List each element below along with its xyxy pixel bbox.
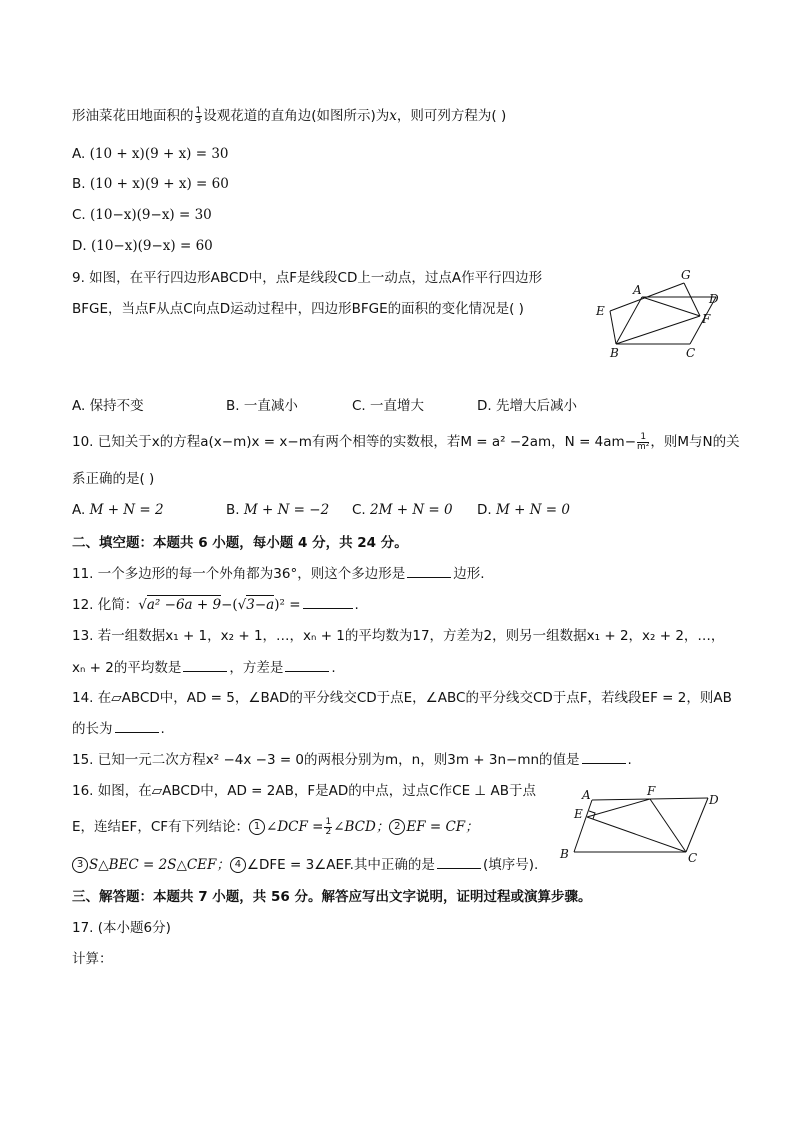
q10-line1: [72, 432, 740, 452]
q9-edge-af: [642, 297, 700, 316]
q10-fraction: $\frac{1}{\text{m²}}$: [637, 431, 650, 452]
q16-line3: 3 S△BEC = 2S△CEF； 4 ∠DFE = 3∠AEF.其中正确的是 (填序号).: [72, 854, 538, 875]
q9-option-c: C. 一直增大: [352, 398, 425, 414]
q12-blank[interactable]: [303, 594, 353, 609]
q16-label-e: E: [574, 807, 583, 821]
q10-option-d: D. M + N = 0: [477, 502, 570, 518]
q11: 11. 一个多边形的每一个外角都为36°，则这个多边形是 边形.: [72, 563, 485, 584]
q9-label-a: A: [633, 283, 642, 297]
q10-option-c: C. 2M + N = 0: [352, 502, 453, 518]
q16-circle-2: 2: [389, 819, 405, 835]
q8-stem-part3: ，则可列方程为( ): [396, 108, 507, 124]
q9-label-b: B: [610, 346, 619, 360]
q11-blank[interactable]: [407, 563, 451, 578]
q16-circle-1: 1: [249, 819, 265, 835]
q16-line1: 16. 如图，在▱ABCD中，AD = 2AB，F是AD的中点，过点C作CE ⊥ AB于点: [72, 783, 536, 799]
q8-stem-part2: 设观花道的直角边(如图所示)为: [203, 108, 390, 124]
q16-label-c: C: [688, 851, 698, 865]
q16-line2: E，连结EF，CF有下列结论： 1 ∠DCF = $\frac{1}{2}$ ∠BCD； 2 EF = CF；: [72, 816, 479, 837]
section-2-heading: 二、填空题：本题共 6 小题，每小题 4 分，共 24 分。: [72, 535, 408, 551]
q9-option-b: B. 一直减小: [226, 398, 298, 414]
q12: 12. 化简：√a² −6a + 9−(√3−a)² = .: [72, 594, 359, 615]
q8-fraction: $\frac{1}{3}$: [195, 105, 202, 126]
q8-option-a: A. (10 + x)(9 + x) = 30: [72, 146, 229, 162]
q10-line1-a: 10. 已知关于x的方程a(x−m)x = x−m有两个相等的实数根，若M = a² −2am，N = 4am−: [72, 434, 637, 450]
q14-line1: 14. 在▱ABCD中，AD = 5，∠BAD的平分线交CD于点E，∠ABC的平分线交CD于点F，若线段EF = 2，则AB: [72, 690, 732, 706]
q16-blank[interactable]: [437, 854, 481, 869]
q8-var: x: [389, 108, 397, 124]
q9-edge-be: [610, 311, 616, 344]
q10-option-a: A. M + N = 2: [72, 502, 164, 518]
q16-fraction: $\frac{1}{2}$: [325, 816, 332, 837]
q8-option-c: C. (10−x)(9−x) = 30: [72, 207, 212, 223]
q9-option-a: A. 保持不变: [72, 398, 144, 414]
q14-line2: 的长为 .: [72, 718, 165, 739]
q16-label-f: F: [647, 784, 656, 798]
q16-edge-cf: [650, 799, 686, 852]
q14-blank[interactable]: [115, 718, 159, 733]
q8-stem-part1: 形油菜花田地面积的: [72, 108, 194, 124]
q9-label-f: F: [702, 312, 711, 326]
q16-edge-ef: [587, 799, 650, 817]
q13-blank-variance[interactable]: [285, 657, 329, 672]
q9-line2: BFGE，当点F从点C向点D运动过程中，四边形BFGE的面积的变化情况是( ): [72, 301, 524, 317]
q16-label-d: D: [709, 793, 719, 807]
q16-label-a: A: [582, 788, 591, 802]
q13-line2: xₙ + 2的平均数是 ，方差是 .: [72, 657, 336, 678]
q16-figure: [552, 784, 732, 868]
q8-option-d: D. (10−x)(9−x) = 60: [72, 238, 213, 254]
q10-option-b: B. M + N = −2: [226, 502, 330, 518]
q10-line1-b: ，则M与N的关: [650, 434, 740, 450]
q9-label-g: G: [681, 268, 691, 282]
section-3-heading: 三、解答题：本题共 7 小题，共 56 分。解答应写出文字说明，证明过程或演算步骤。: [72, 889, 592, 905]
q16-edge-ce: [587, 817, 686, 852]
q8-option-b: B. (10 + x)(9 + x) = 60: [72, 176, 229, 192]
q9-figure: [588, 262, 728, 362]
q8-stem: [72, 106, 506, 126]
q17-title: 17. (本小题6分): [72, 920, 171, 936]
q9-label-c: C: [686, 346, 696, 360]
q10-line2: 系正确的是( ): [72, 471, 155, 487]
q12-sqrt1: a² −6a + 9: [146, 597, 222, 613]
q13-blank-mean[interactable]: [183, 657, 227, 672]
q17-text: 计算：: [72, 951, 113, 967]
q12-sqrt2: 3−a: [246, 597, 275, 613]
q15: 15. 已知一元二次方程x² −4x −3 = 0的两根分别为m，n，则3m + 3n−mn的值是 .: [72, 749, 632, 770]
q13-line1: 13. 若一组数据x₁ + 1，x₂ + 1，…，xₙ + 1的平均数为17，方差为2，则另一组数据x₁ + 2，x₂ + 2，…，: [72, 628, 725, 644]
q9-label-e: E: [596, 304, 605, 318]
q15-blank[interactable]: [582, 749, 626, 764]
q9-line1: 9. 如图，在平行四边形ABCD中，点F是线段CD上一动点，过点A作平行四边形: [72, 270, 543, 286]
q16-circle-3: 3: [72, 857, 88, 873]
q16-circle-4: 4: [230, 857, 246, 873]
q16-label-b: B: [560, 847, 569, 861]
q9-option-d: D. 先增大后减小: [477, 398, 577, 414]
q9-label-d: D: [709, 292, 719, 306]
q16-edge-dc: [686, 798, 708, 852]
